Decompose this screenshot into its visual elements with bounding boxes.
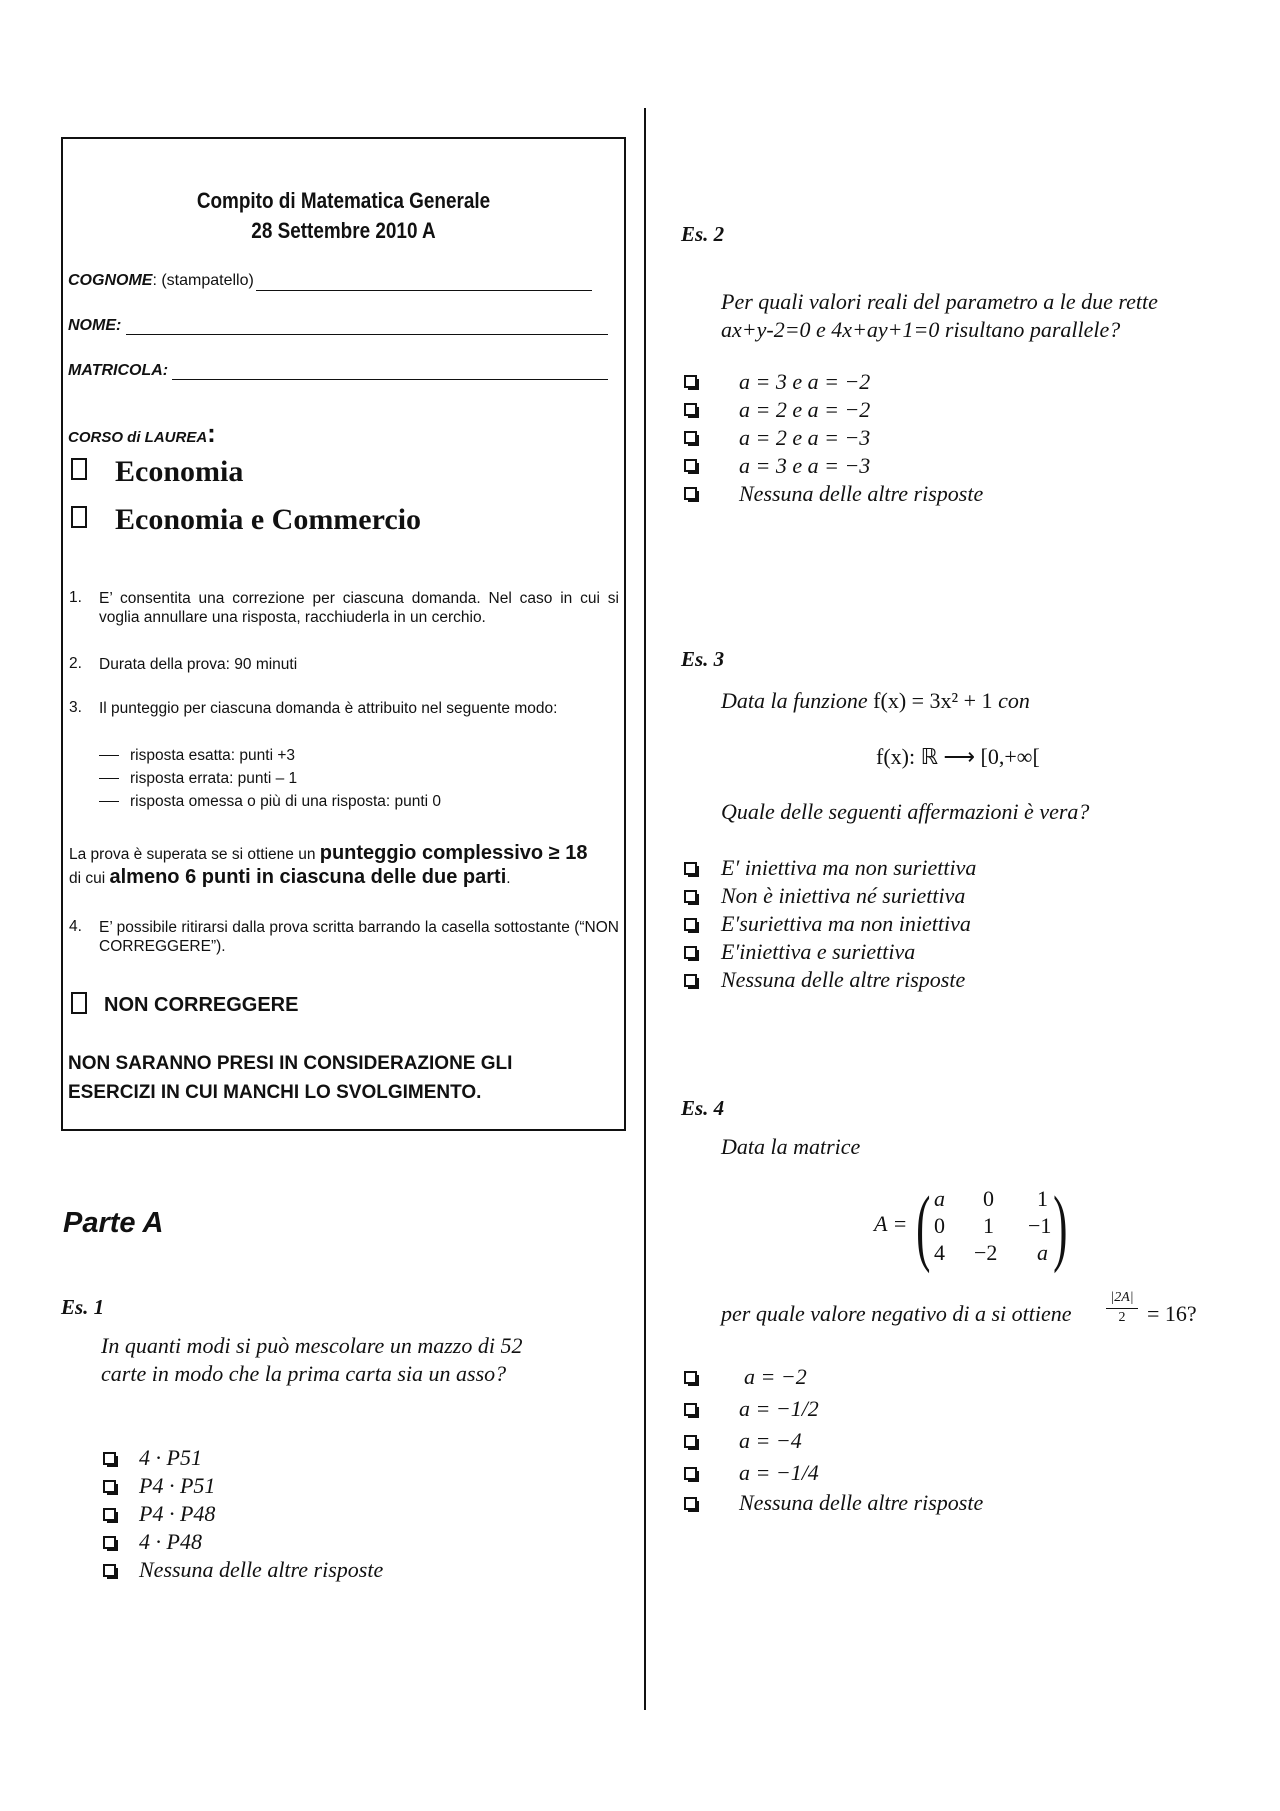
es2-option-3: a = 2 e a = −3 bbox=[739, 425, 871, 450]
es4-option-checkbox[interactable] bbox=[684, 1497, 697, 1510]
es2-option-checkbox[interactable] bbox=[684, 403, 697, 416]
fraction-bar bbox=[1106, 1308, 1138, 1309]
column-divider bbox=[644, 108, 646, 1710]
es1-option-checkbox[interactable] bbox=[103, 1480, 116, 1493]
nome-label: NOME bbox=[68, 317, 116, 334]
es3-domain: f(x): ℝ ⟶ [0,+∞[ bbox=[876, 744, 1040, 769]
rule-2-text: Durata della prova: 90 minuti bbox=[99, 656, 298, 673]
es3-con: con bbox=[992, 688, 1030, 713]
rule-3-text: Il punteggio per ciascuna domanda è attribuito nel seguente modo: bbox=[99, 700, 558, 717]
es4-option-5: Nessuna delle altre risposte bbox=[739, 1490, 984, 1515]
warning-line-1: NON SARANNO PRESI IN CONSIDERAZIONE GLI bbox=[68, 1053, 513, 1074]
es2-question-line-1: Per quali valori reali del parametro a le due rette bbox=[721, 289, 1158, 314]
es1-option-checkbox[interactable] bbox=[103, 1536, 116, 1549]
es3-function: f(x) = 3x² + 1 bbox=[873, 688, 993, 713]
rule-2-number: 2. bbox=[69, 655, 82, 672]
matrix-cell: 1 bbox=[983, 1213, 994, 1238]
exam-date: 28 Settembre 2010 A bbox=[251, 218, 436, 243]
es1-option-5: Nessuna delle altre risposte bbox=[139, 1557, 384, 1582]
es4-label: Es. 4 bbox=[681, 1096, 725, 1120]
es3-option-2: Non è iniettiva né suriettiva bbox=[721, 883, 966, 908]
matrix-cell: 0 bbox=[983, 1186, 994, 1211]
course-economia-commercio: Economia e Commercio bbox=[115, 503, 422, 536]
es1-option-2: P4 · P51 bbox=[139, 1473, 216, 1498]
score-correct: risposta esatta: punti +3 bbox=[130, 747, 296, 764]
es2-label: Es. 2 bbox=[681, 222, 725, 246]
nome-row bbox=[68, 317, 121, 335]
es3-option-checkbox[interactable] bbox=[684, 862, 697, 875]
es1-option-checkbox[interactable] bbox=[103, 1508, 116, 1521]
cognome-field[interactable] bbox=[256, 290, 592, 291]
es4-option-checkbox[interactable] bbox=[684, 1403, 697, 1416]
economia-commercio-checkbox[interactable] bbox=[71, 506, 87, 528]
es3-option-checkbox[interactable] bbox=[684, 890, 697, 903]
matrix-cell: 1 bbox=[1037, 1186, 1048, 1211]
cognome-label: COGNOME bbox=[68, 272, 153, 289]
es1-question-line-1: In quanti modi si può mescolare un mazzo di 52 bbox=[101, 1333, 523, 1358]
es2-option-checkbox[interactable] bbox=[684, 375, 697, 388]
matrix-cell: a bbox=[934, 1186, 945, 1211]
es3-option-checkbox[interactable] bbox=[684, 974, 697, 987]
es4-option-2: a = −1/2 bbox=[739, 1396, 819, 1421]
matricola-colon: : bbox=[162, 362, 169, 379]
matrix-cell: 4 bbox=[934, 1240, 945, 1265]
es3-label: Es. 3 bbox=[681, 647, 725, 671]
score-bullet bbox=[99, 801, 119, 802]
matrix-left-paren: ( bbox=[916, 1178, 931, 1274]
score-bullet bbox=[99, 755, 119, 756]
pass-line-1 bbox=[69, 842, 587, 865]
es2-option-1: a = 3 e a = −2 bbox=[739, 369, 871, 394]
es3-question: Quale delle seguenti affermazioni è vera? bbox=[721, 799, 1090, 824]
es4-question: per quale valore negativo di a si ottiene bbox=[721, 1301, 1072, 1326]
matricola-row bbox=[68, 362, 168, 380]
part-a-title: Parte A bbox=[63, 1207, 164, 1239]
es2-option-checkbox[interactable] bbox=[684, 459, 697, 472]
es2-option-checkbox[interactable] bbox=[684, 487, 697, 500]
cognome-row bbox=[68, 272, 254, 290]
nome-colon: : bbox=[116, 317, 122, 334]
matrix-cell: 0 bbox=[934, 1213, 945, 1238]
es2-option-2: a = 2 e a = −2 bbox=[739, 397, 871, 422]
non-correggere-label: NON CORREGGERE bbox=[104, 994, 299, 1016]
es3-option-1: E′ iniettiva ma non suriettiva bbox=[721, 855, 977, 880]
matrix-cell: −1 bbox=[1028, 1213, 1052, 1238]
es2-option-checkbox[interactable] bbox=[684, 431, 697, 444]
es3-option-3: E′suriettiva ma non iniettiva bbox=[721, 911, 971, 936]
es4-option-checkbox[interactable] bbox=[684, 1467, 697, 1480]
es2-question-line-2: ax+y-2=0 e 4x+ay+1=0 risultano parallele? bbox=[721, 317, 1121, 342]
es1-option-3: P4 · P48 bbox=[139, 1501, 216, 1526]
pass-threshold: punteggio complessivo ≥ 18 bbox=[319, 842, 588, 864]
es1-option-checkbox[interactable] bbox=[103, 1564, 116, 1577]
score-bullet bbox=[99, 778, 119, 779]
es3-intro-line bbox=[721, 687, 1030, 715]
corso-row bbox=[68, 418, 216, 449]
course-economia: Economia bbox=[115, 455, 244, 488]
es3-option-checkbox[interactable] bbox=[684, 946, 697, 959]
matricola-field[interactable] bbox=[172, 379, 608, 380]
pass-text-2: di cui bbox=[69, 870, 110, 887]
rule-1-number: 1. bbox=[69, 589, 82, 606]
pass-min-points: almeno 6 punti in ciascuna delle due parti bbox=[109, 866, 507, 888]
rule-4-number: 4. bbox=[69, 918, 82, 935]
score-omitted: risposta omessa o più di una risposta: punti 0 bbox=[130, 793, 442, 810]
es1-label: Es. 1 bbox=[61, 1295, 105, 1319]
economia-checkbox[interactable] bbox=[71, 458, 87, 480]
matrix-right-paren: ) bbox=[1053, 1178, 1068, 1274]
fraction-denominator: 2 bbox=[1118, 1310, 1126, 1325]
es3-option-checkbox[interactable] bbox=[684, 918, 697, 931]
pass-text: La prova è superata se si ottiene un bbox=[69, 846, 320, 863]
matrix-cell: a bbox=[1037, 1240, 1048, 1265]
es3-option-5: Nessuna delle altre risposte bbox=[721, 967, 966, 992]
es4-option-checkbox[interactable] bbox=[684, 1371, 697, 1384]
es4-option-1: a = −2 bbox=[744, 1364, 807, 1389]
rule-3-number: 3. bbox=[69, 699, 82, 716]
es4-option-checkbox[interactable] bbox=[684, 1435, 697, 1448]
es4-intro: Data la matrice bbox=[721, 1134, 861, 1159]
pass-line-2 bbox=[69, 866, 511, 889]
matricola-label: MATRICOLA bbox=[68, 362, 163, 379]
es1-question-line-2: carte in modo che la prima carta sia un asso? bbox=[101, 1361, 507, 1386]
cognome-hint: : (stampatello) bbox=[152, 272, 254, 289]
es1-option-4: 4 · P48 bbox=[139, 1529, 202, 1554]
corso-label: CORSO di LAUREA bbox=[68, 429, 208, 446]
pass-period: . bbox=[506, 870, 511, 887]
es1-option-checkbox[interactable] bbox=[103, 1452, 116, 1465]
rule-1-text: E’ consentita una correzione per ciascuna domanda. Nel caso in cui si voglia annullare una risposta, racchiuderla in un cerchio. bbox=[99, 590, 619, 626]
corso-colon: : bbox=[207, 418, 216, 448]
non-correggere-checkbox[interactable] bbox=[71, 992, 87, 1014]
es4-option-3: a = −4 bbox=[739, 1428, 802, 1453]
nome-field[interactable] bbox=[126, 334, 608, 335]
es3-intro: Data la funzione bbox=[721, 688, 874, 713]
fraction-numerator: |2A| bbox=[1110, 1290, 1134, 1305]
matrix-name: A = bbox=[874, 1211, 908, 1236]
es2-option-5: Nessuna delle altre risposte bbox=[739, 481, 984, 506]
score-wrong: risposta errata: punti – 1 bbox=[130, 770, 298, 787]
es3-option-4: E′iniettiva e suriettiva bbox=[721, 939, 916, 964]
es4-option-4: a = −1/4 bbox=[739, 1460, 819, 1485]
rule-4-text: E’ possibile ritirarsi dalla prova scritta barrando la casella sottostante (“NON CORREGGERE”). bbox=[99, 919, 619, 955]
warning-line-2: ESERCIZI IN CUI MANCHI LO SVOLGIMENTO. bbox=[68, 1082, 482, 1103]
es4-equation: = 16? bbox=[1147, 1301, 1197, 1326]
es2-option-4: a = 3 e a = −3 bbox=[739, 453, 871, 478]
matrix-cell: −2 bbox=[974, 1240, 998, 1265]
es1-option-1: 4 · P51 bbox=[139, 1445, 202, 1470]
exam-title: Compito di Matematica Generale bbox=[196, 188, 491, 213]
